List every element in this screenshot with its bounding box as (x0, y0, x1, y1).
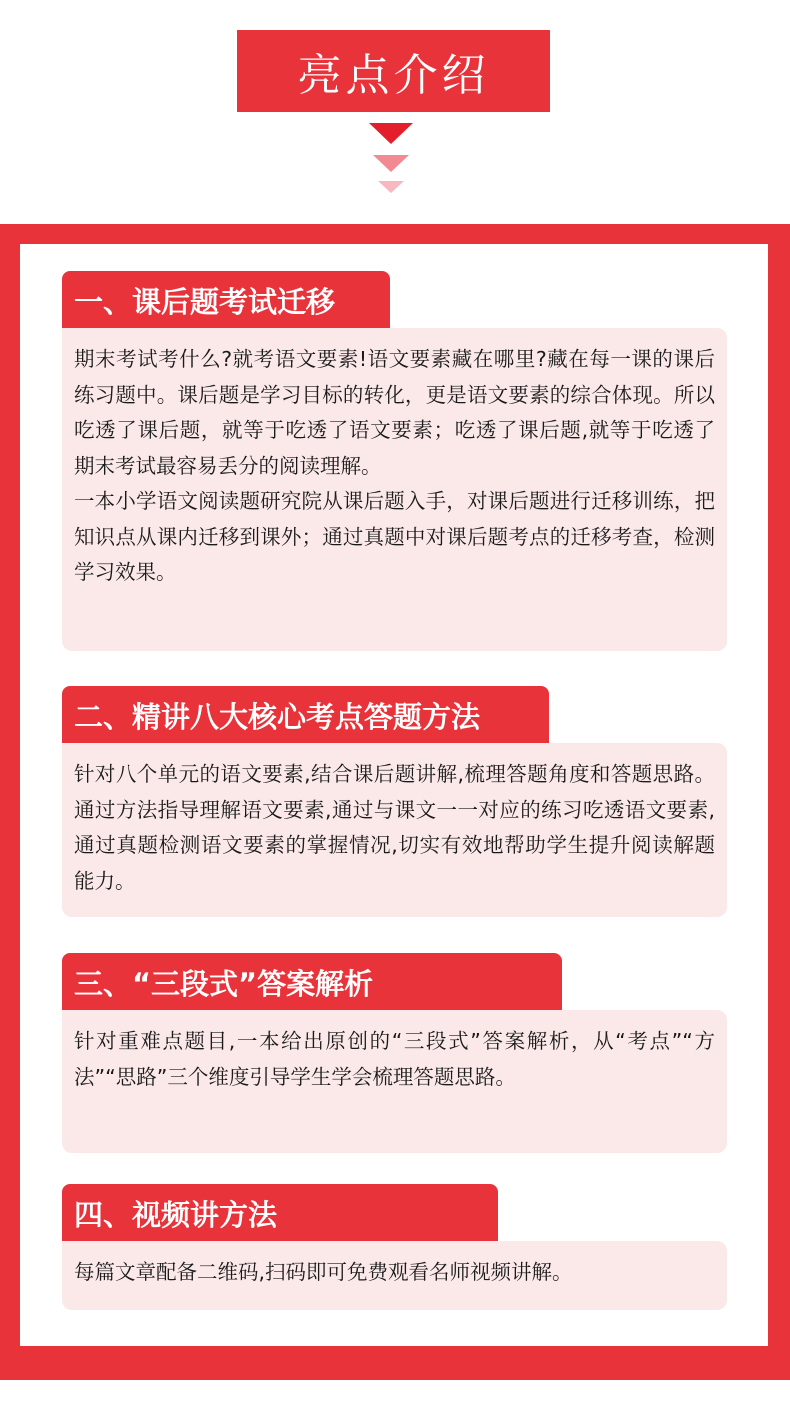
section-title: 三、“三段式”答案解析 (62, 953, 562, 1011)
section-title: 二、精讲八大核心考点答题方法 (62, 686, 549, 744)
page-title: 亮点介绍 (237, 30, 550, 112)
section-paragraph: 一本小学语文阅读题研究院从课后题入手，对课后题进行迁移训练，把知识点从课内迁移到课外；通过真题中对课后题考点的迁移考查，检测学习效果。 (74, 489, 715, 584)
down-arrow-icon (369, 123, 413, 144)
section-title: 四、视频讲方法 (62, 1184, 498, 1242)
content-frame (0, 224, 790, 1380)
section-body (62, 1241, 727, 1310)
down-arrow-icon (378, 181, 404, 193)
section-title: 一、课后题考试迁移 (62, 271, 390, 329)
section-body (62, 743, 727, 917)
section-paragraph: 针对八个单元的语文要素,结合课后题讲解,梳理答题角度和答题思路。通过方法指导理解语文要素,通过与课文一一对应的练习吃透语文要素,通过真题检测语文要素的掌握情况,切实有效地帮助学生提升阅读解题能力。 (74, 762, 715, 893)
down-arrow-icon (373, 155, 409, 172)
section-paragraph: 每篇文章配备二维码,扫码即可免费观看名师视频讲解。 (74, 1260, 573, 1284)
section-body (62, 328, 727, 651)
section-body (62, 1010, 727, 1153)
content-panel (20, 244, 768, 1346)
section-paragraph: 针对重难点题目,一本给出原创的“三段式”答案解析，从“考点”“方法”“思路”三个维度引导学生学会梳理答题思路。 (74, 1029, 715, 1089)
section-paragraph: 期末考试考什么?就考语文要素!语文要素藏在哪里?藏在每一课的课后练习题中。课后题是学习目标的转化，更是语文要素的综合体现。所以吃透了课后题，就等于吃透了语文要素；吃透了课后题,就等于吃透了期末考试最容易丢分的阅读理解。 (74, 347, 715, 478)
